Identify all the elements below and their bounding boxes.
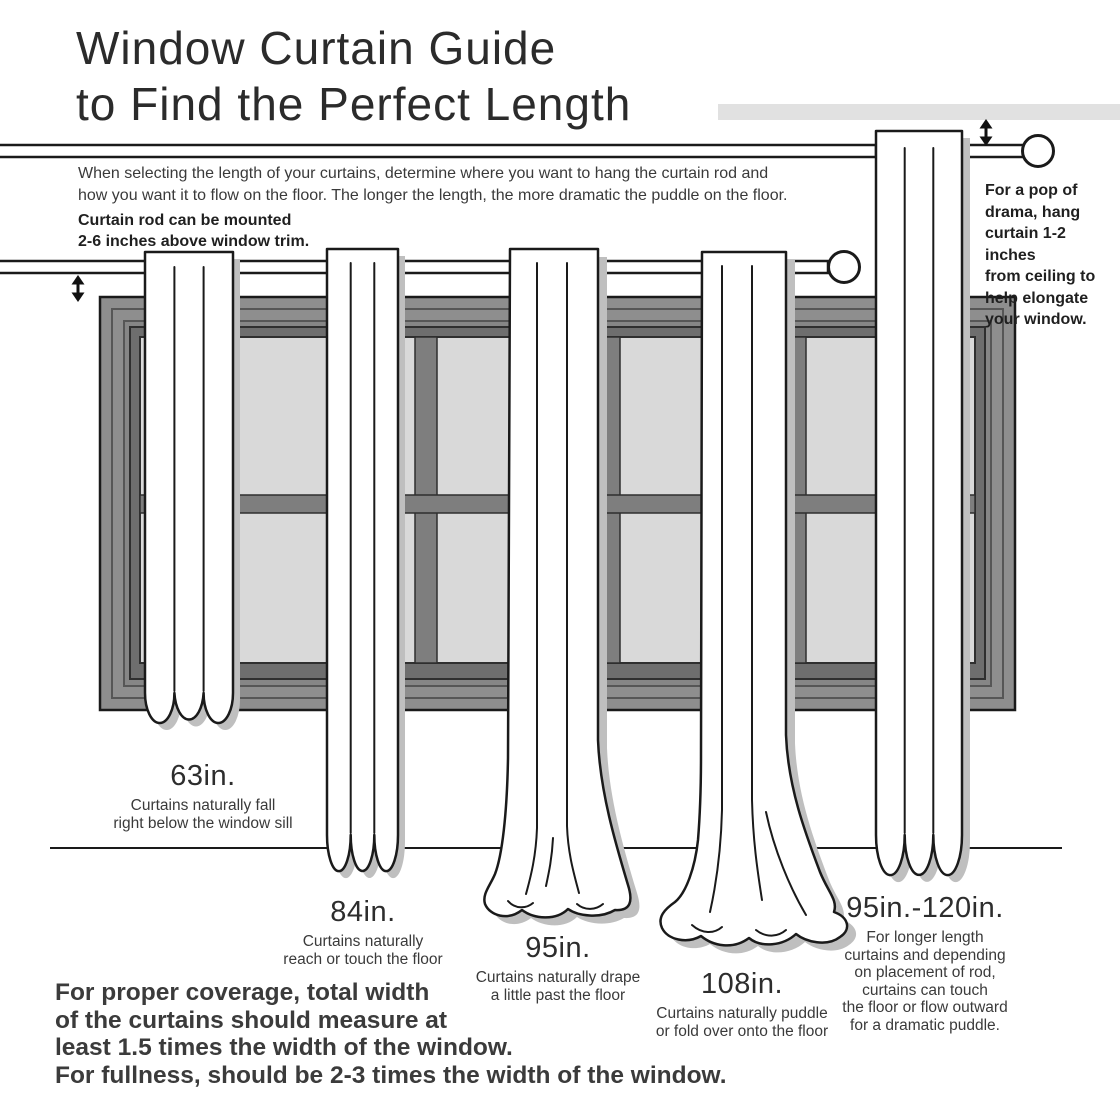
curtain-desc-line: right below the window sill <box>113 814 293 832</box>
label-84in <box>263 896 463 968</box>
intro-paragraph <box>78 163 787 207</box>
curtain-length: 84in. <box>330 896 396 928</box>
ceiling-tip-line: your window. <box>985 311 1087 328</box>
curtain-desc-line: Curtains naturally <box>302 933 424 950</box>
curtain-desc <box>103 797 303 832</box>
curtain-length: 63in. <box>170 760 236 792</box>
ceiling-bar <box>718 104 1120 120</box>
ceiling-tip-line: from ceiling to <box>985 268 1096 285</box>
curtain-length: 95in.-120in. <box>846 892 1004 924</box>
curtain-desc-line: curtains and depending <box>844 946 1006 964</box>
rod-bar-stub <box>968 145 1024 157</box>
label-63in <box>103 760 303 832</box>
ceiling-tip-line: help elongate <box>985 289 1089 307</box>
curtain-desc-line: for a dramatic puddle. <box>850 1016 1000 1034</box>
ceiling-gap-arrow-icon <box>980 119 993 146</box>
curtain-desc-line: a little past the floor <box>490 986 626 1004</box>
rod-bar <box>0 145 876 157</box>
coverage-note <box>55 979 727 1089</box>
rod-mounting-note <box>78 210 309 252</box>
coverage-note-line: For proper coverage, total width <box>55 979 430 1006</box>
page-title-line2: to Find the Perfect Length <box>76 78 632 130</box>
rod-note-line1: Curtain rod can be mounted <box>78 212 292 229</box>
curtain-desc-line: reach or touch the floor <box>283 950 443 968</box>
curtain-desc-line: Curtains naturally puddle <box>656 1005 828 1022</box>
ceiling-tip <box>985 180 1120 331</box>
curtain-desc <box>818 929 1032 1034</box>
curtain-length: 95in. <box>525 932 591 964</box>
curtain-desc-line: Curtains naturally fall <box>130 797 276 814</box>
curtain-desc-line: the floor or flow outward <box>842 999 1008 1016</box>
page-title-line1: Window Curtain Guide <box>76 22 557 74</box>
page-title <box>76 20 631 132</box>
curtain-length: 108in. <box>700 968 783 1000</box>
coverage-note-line: of the curtains should measure at <box>55 1006 448 1034</box>
rod-finial-icon <box>1023 136 1054 167</box>
intro-line2: how you want it to flow on the floor. The longer the length, the more dramatic the puddle on the floor. <box>78 187 788 204</box>
curtain-desc-line: curtains can touch <box>862 981 988 999</box>
curtain-desc-line: or fold over onto the floor <box>655 1022 829 1040</box>
ceiling-tip-line: curtain 1-2 inches <box>985 225 1066 264</box>
curtain-63in <box>145 252 240 730</box>
curtain-84in <box>327 249 405 878</box>
ceiling-tip-line: drama, hang <box>985 203 1081 221</box>
coverage-note-line: least 1.5 times the width of the window. <box>55 1034 513 1061</box>
label-95-120in <box>818 892 1032 1034</box>
curtain-desc-line: For longer length <box>866 929 984 946</box>
coverage-note-line: For fullness, should be 2-3 times the width of the window. <box>55 1061 727 1089</box>
rod-note-line2: 2-6 inches above window trim. <box>78 233 310 250</box>
curtain-desc-line: Curtains naturally drape <box>475 969 641 986</box>
rod-gap-arrow-icon <box>72 275 85 302</box>
curtain-desc-line: on placement of rod, <box>854 964 996 981</box>
ceiling-tip-line: For a pop of <box>985 182 1078 199</box>
curtain-95-120in <box>876 131 970 882</box>
intro-line1: When selecting the length of your curtains, determine where you want to hang the curtain rod and <box>78 165 769 182</box>
curtain-desc <box>263 933 463 968</box>
rod-finial-icon <box>829 252 860 283</box>
